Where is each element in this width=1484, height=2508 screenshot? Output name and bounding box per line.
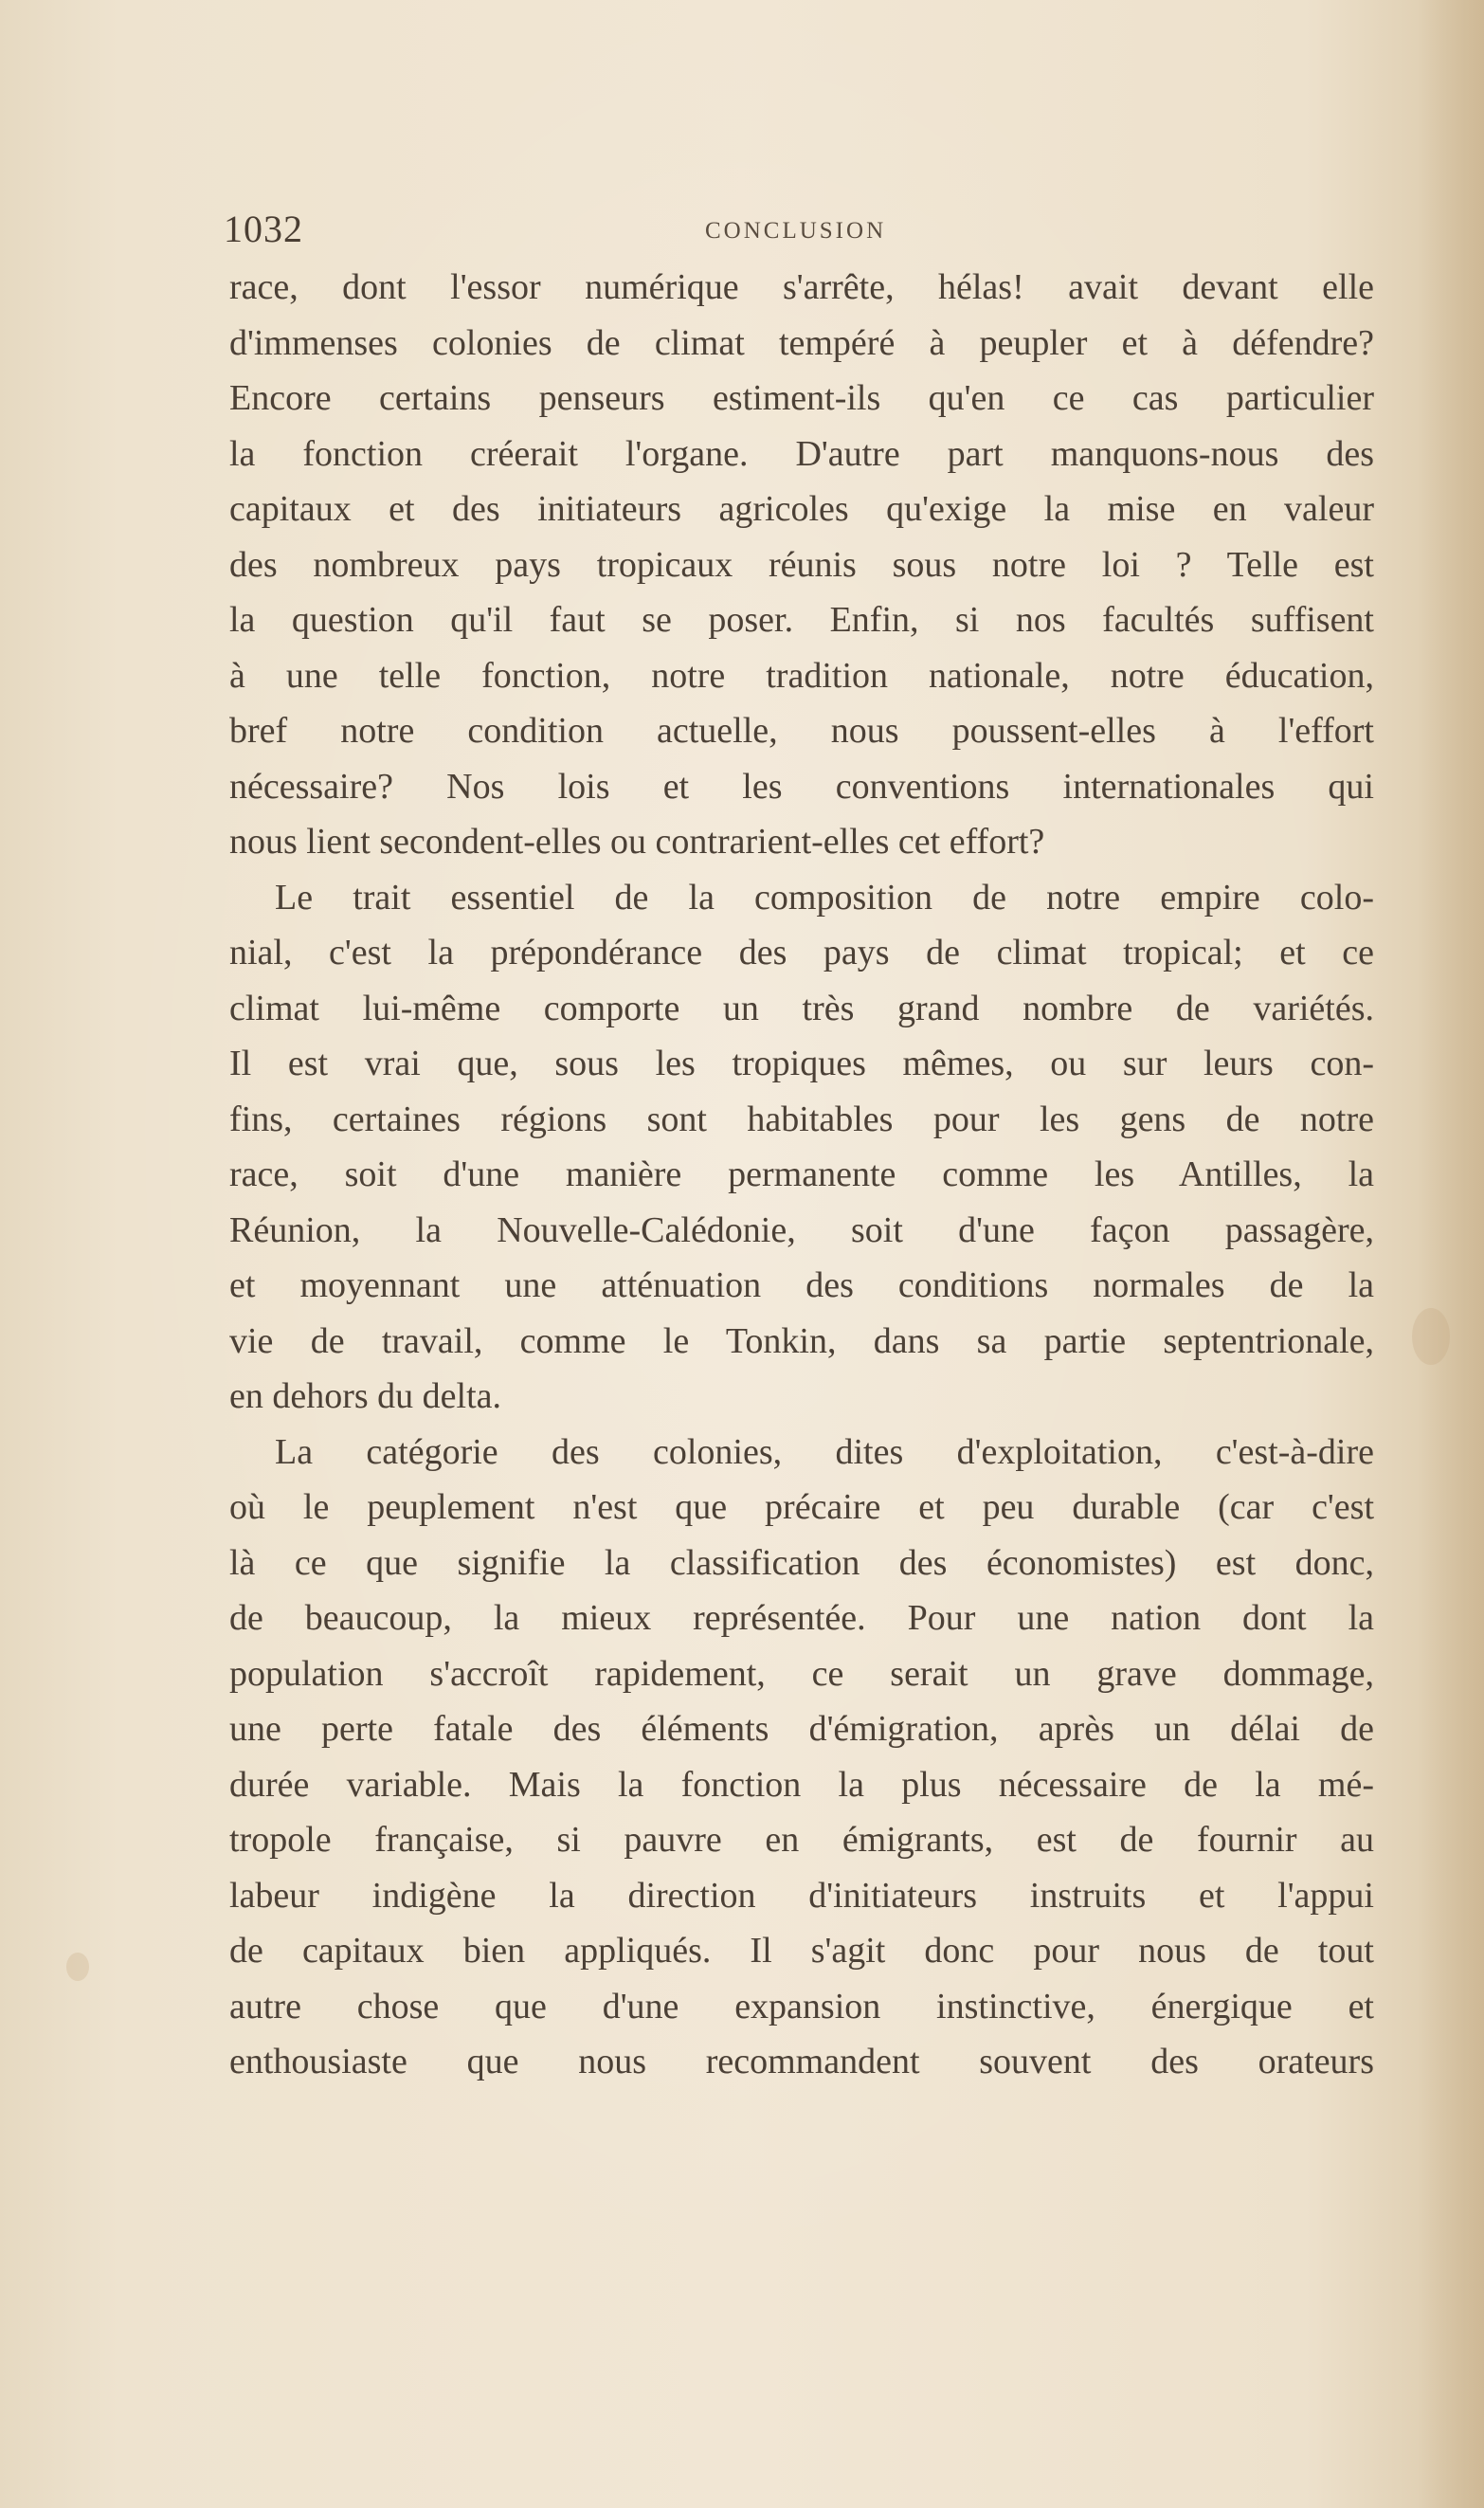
text-line: enthousiaste que nous recommandent souvent des orateurs <box>229 2042 1374 2081</box>
page-header <box>224 207 1368 264</box>
text-line: population s'accroît rapidement, ce serait un grave dommage, <box>229 1653 1374 1694</box>
text-line: fins, certaines régions sont habitables pour les gens de notre <box>229 1099 1374 1139</box>
paper-stain <box>66 1953 89 1981</box>
text-line: la fonction créerait l'organe. D'autre part manquons-nous des <box>229 433 1374 474</box>
page-edge-shadow <box>1418 0 1484 2508</box>
text-line: de beaucoup, la mieux représentée. Pour une nation dont la <box>229 1598 1374 1638</box>
text-line: race, soit d'une manière permanente comme les Antilles, la <box>229 1154 1374 1194</box>
text-line: où le peuplement n'est que précaire et peu durable (car c'est <box>229 1487 1374 1527</box>
text-line: nous lient secondent-elles ou contrarient-elles cet effort? <box>229 822 1045 862</box>
page-number: 1032 <box>224 208 303 250</box>
text-line: nial, c'est la prépondérance des pays de climat tropical; et ce <box>229 933 1374 972</box>
text-line: race, dont l'essor numérique s'arrête, hélas! avait devant elle <box>229 267 1374 307</box>
running-head: CONCLUSION <box>705 218 887 244</box>
text-line: la question qu'il faut se poser. Enfin, si nos facultés suffisent <box>229 600 1374 640</box>
text-line: nécessaire? Nos lois et les conventions internationales qui <box>229 766 1374 807</box>
text-line: Il est vrai que, sous les tropiques mêmes, ou sur leurs con- <box>229 1044 1374 1083</box>
text-line: une perte fatale des éléments d'émigration, après un délai de <box>229 1709 1374 1749</box>
text-line: autre chose que d'une expansion instinctive, énergique et <box>229 1986 1374 2026</box>
text-line: durée variable. Mais la fonction la plus nécessaire de la mé- <box>229 1764 1374 1805</box>
body-text <box>229 260 1374 2090</box>
text-line: climat lui-même comporte un très grand nombre de variétés. <box>229 988 1374 1028</box>
text-line: en dehors du delta. <box>229 1376 502 1416</box>
text-line: là ce que signifie la classification des économistes) est donc, <box>229 1542 1374 1583</box>
text-line: et moyennant une atténuation des conditions normales de la <box>229 1265 1374 1305</box>
text-line: Le trait essentiel de la composition de notre empire colo- <box>275 877 1374 918</box>
paper-stain <box>1412 1308 1450 1365</box>
text-line: Encore certains penseurs estiment-ils qu'en ce cas particulier <box>229 378 1374 418</box>
text-line: bref notre condition actuelle, nous poussent-elles à l'effort <box>229 711 1374 751</box>
text-line: de capitaux bien appliqués. Il s'agit donc pour nous de tout <box>229 1931 1374 1971</box>
text-line: d'immenses colonies de climat tempéré à peupler et à défendre? <box>229 322 1374 363</box>
text-line: vie de travail, comme le Tonkin, dans sa partie septentrionale, <box>229 1320 1374 1361</box>
text-line: capitaux et des initiateurs agricoles qu'exige la mise en valeur <box>229 489 1374 529</box>
text-line: Réunion, la Nouvelle-Calédonie, soit d'une façon passagère, <box>229 1209 1374 1250</box>
text-line: La catégorie des colonies, dites d'exploitation, c'est-à-dire <box>275 1431 1374 1472</box>
text-line: tropole française, si pauvre en émigrants, est de fournir au <box>229 1820 1374 1860</box>
text-line: des nombreux pays tropicaux réunis sous notre loi ? Telle est <box>229 544 1374 585</box>
text-line: à une telle fonction, notre tradition nationale, notre éducation, <box>229 655 1374 696</box>
text-line: labeur indigène la direction d'initiateurs instruits et l'appui <box>229 1875 1374 1916</box>
